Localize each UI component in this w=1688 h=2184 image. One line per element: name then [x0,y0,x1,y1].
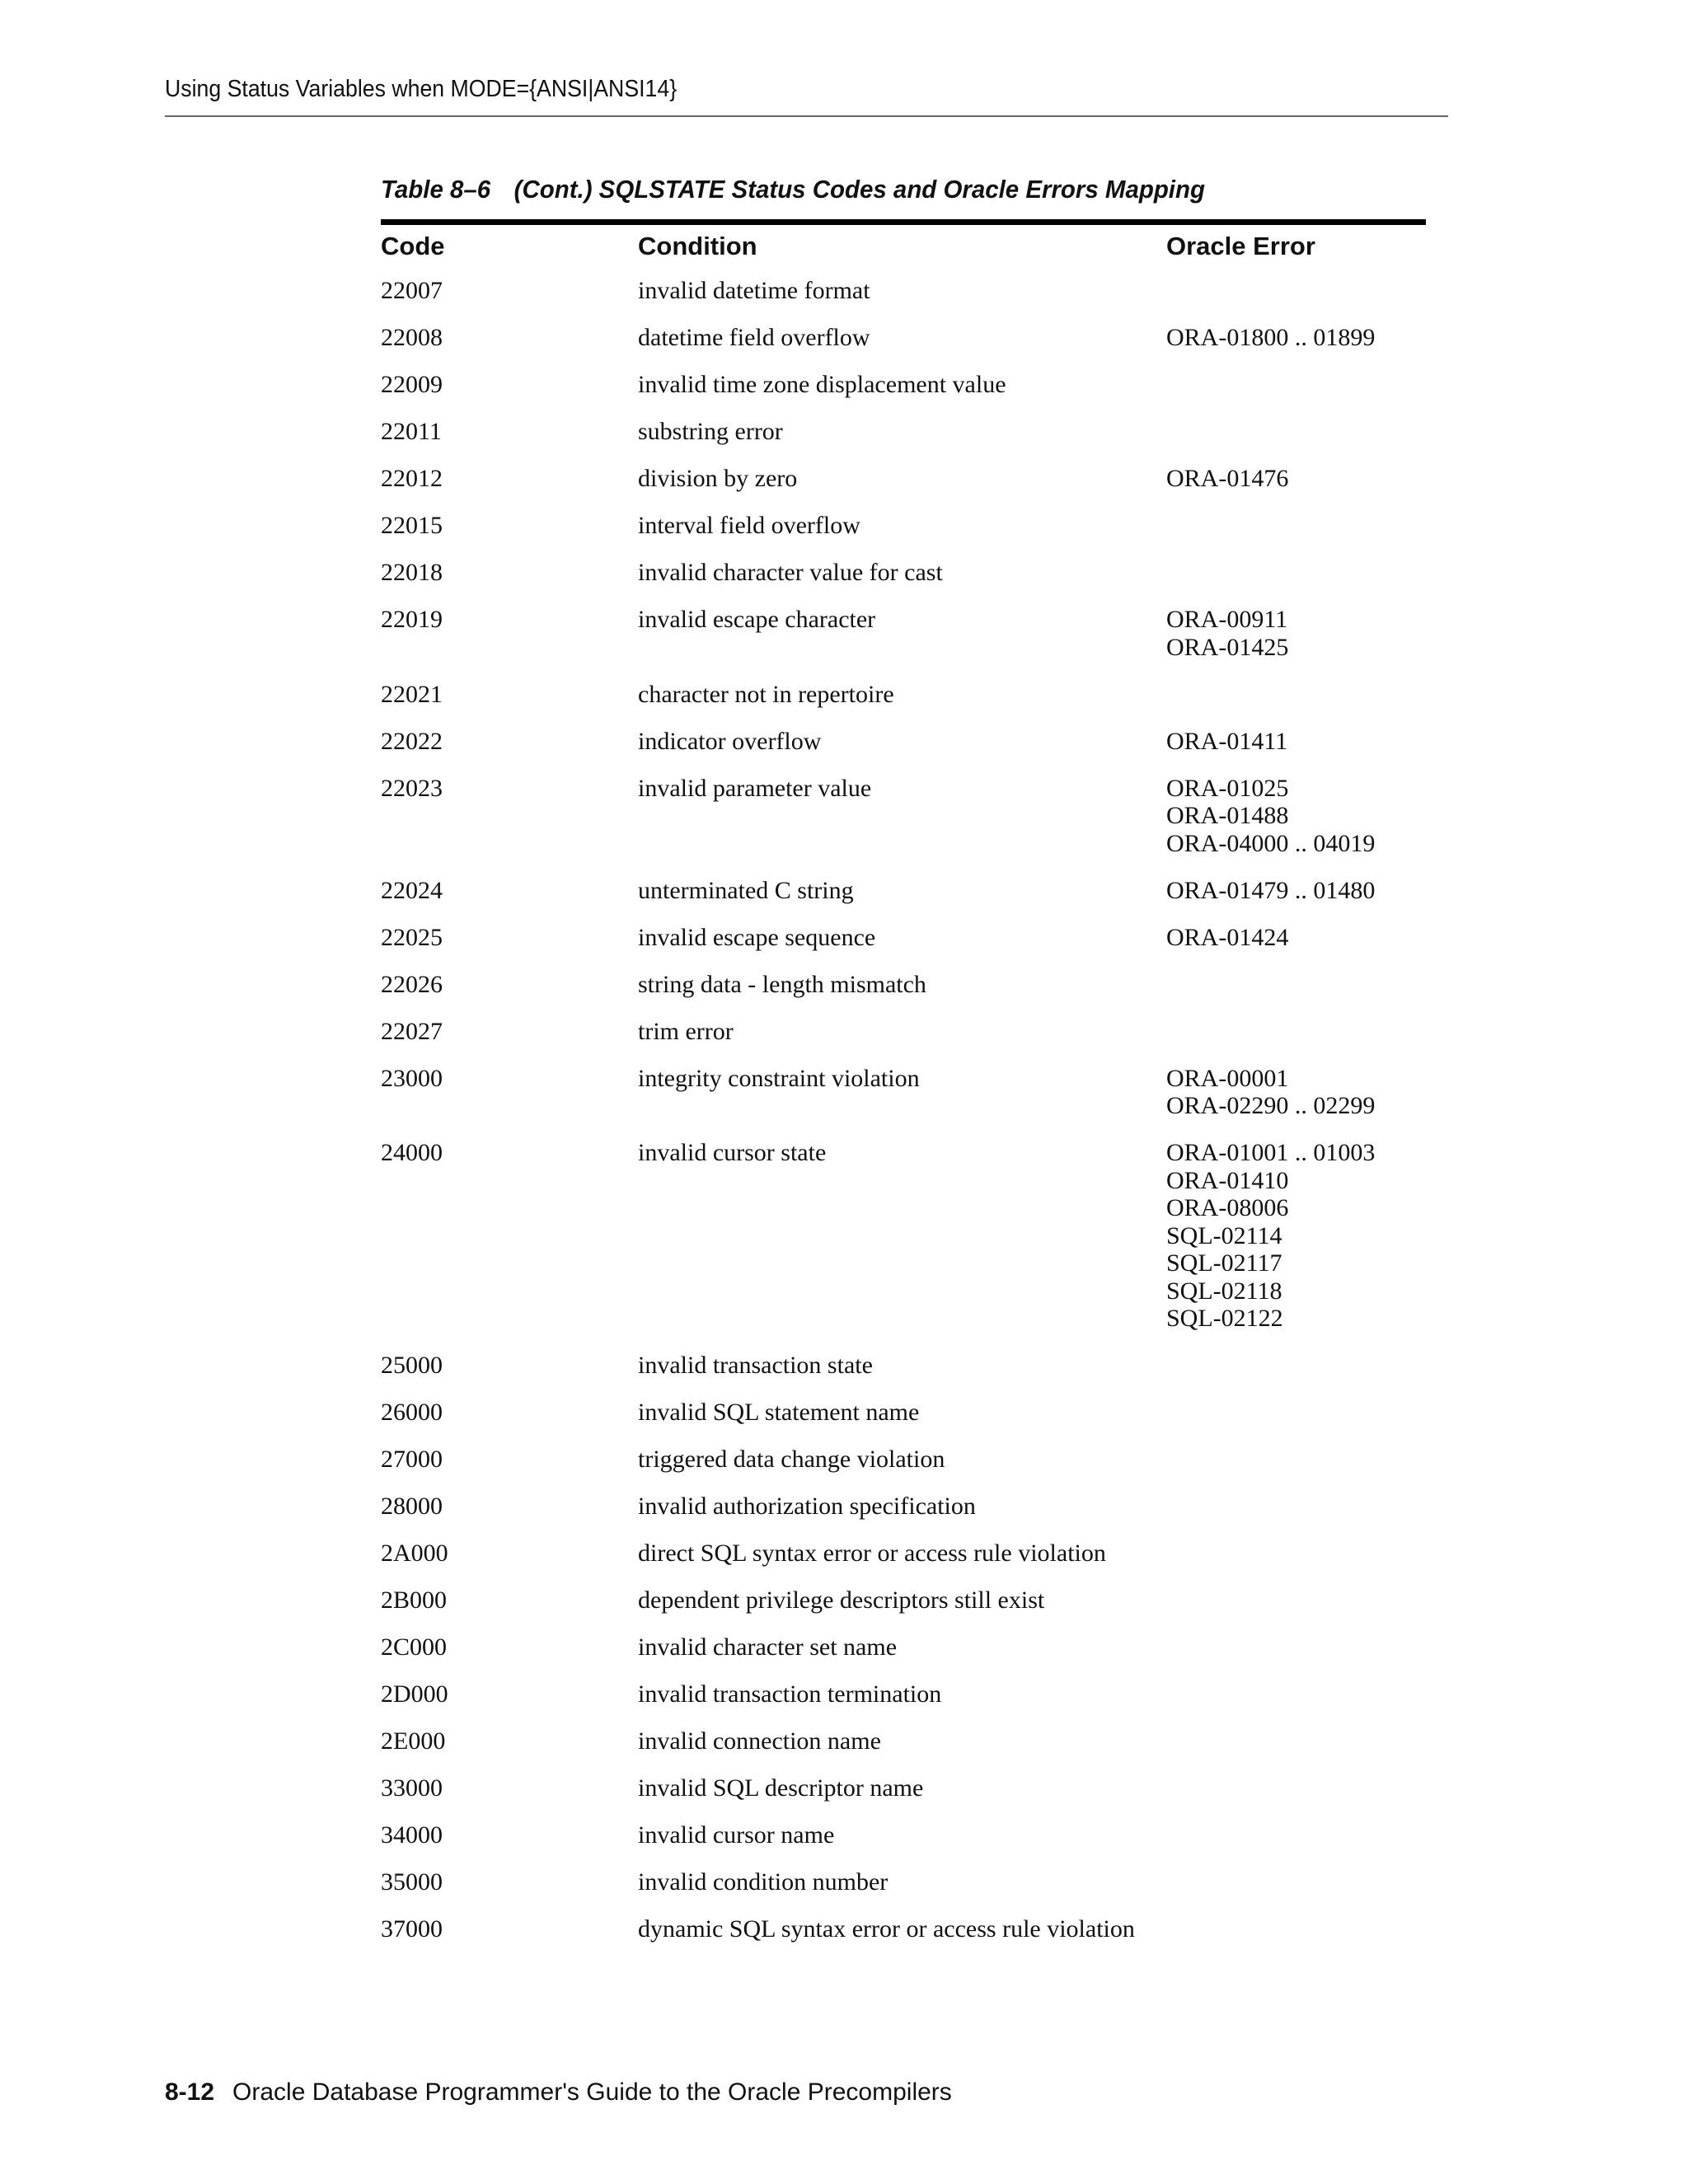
table-row [381,1493,1426,1540]
table-body [381,277,1426,1962]
cell-code: 23000 [381,1064,443,1092]
book-title: Oracle Database Programmer's Guide to the Oracle Precompilers [232,2079,952,2106]
table-row [381,1727,1426,1774]
oracle-error-entry: ORA-01410 [1166,1166,1289,1194]
cell-oracle-error [1166,1139,1426,1333]
table-row [381,465,1426,512]
table-row [381,728,1426,775]
cell-oracle-error [1166,606,1426,661]
table-row [381,324,1426,371]
cell-condition: string data - length mismatch [638,970,926,998]
table-row [381,371,1426,418]
cell-code: 2D000 [381,1680,448,1708]
cell-condition: invalid authorization specification [638,1493,976,1520]
cell-code: 27000 [381,1446,443,1473]
oracle-error-entry: ORA-01411 [1166,727,1288,755]
table-row [381,1915,1426,1962]
cell-code: 22012 [381,465,443,492]
table-row [381,606,1426,681]
oracle-error-entry: ORA-01025 [1166,774,1289,802]
oracle-error-entry: ORA-04000 .. 04019 [1166,829,1376,857]
cell-code: 22026 [381,970,443,998]
table-row [381,971,1426,1018]
table-top-rule [381,219,1426,225]
oracle-error-entry: ORA-00001 [1166,1064,1289,1092]
cell-code: 22011 [381,418,442,445]
cell-condition: invalid connection name [638,1727,881,1755]
cell-code: 2A000 [381,1540,448,1567]
table-row [381,1446,1426,1493]
table-row [381,924,1426,971]
cell-code: 24000 [381,1139,443,1166]
cell-condition: datetime field overflow [638,324,870,351]
cell-oracle-error [1166,924,1426,952]
cell-condition: integrity constraint violation [638,1064,920,1092]
cell-code: 22009 [381,371,443,398]
cell-oracle-error [1166,775,1426,858]
cell-code: 22027 [381,1017,443,1045]
oracle-error-entry: ORA-01479 .. 01480 [1166,876,1376,904]
table-row [381,1774,1426,1821]
cell-condition: dependent privilege descriptors still exist [638,1586,1045,1614]
oracle-error-entry: ORA-01424 [1166,923,1289,951]
cell-code: 2B000 [381,1586,448,1614]
cell-condition: substring error [638,418,783,445]
table-row [381,277,1426,324]
cell-code: 26000 [381,1399,443,1426]
table-row [381,1868,1426,1915]
table-caption-label: Table 8–6 [381,175,491,204]
oracle-error-entry: ORA-02290 .. 02299 [1166,1092,1376,1119]
cell-condition: direct SQL syntax error or access rule violation [638,1540,1106,1567]
cell-condition: invalid condition number [638,1868,889,1896]
cell-code: 22024 [381,876,443,904]
cell-code: 34000 [381,1821,443,1849]
cell-condition: division by zero [638,465,798,492]
cell-condition: interval field overflow [638,512,860,539]
cell-oracle-error [1166,1065,1426,1120]
cell-code: 2C000 [381,1633,448,1661]
oracle-error-entry: ORA-01476 [1166,465,1289,492]
cell-code: 22019 [381,606,443,633]
table-row [381,1399,1426,1446]
cell-condition: invalid character set name [638,1633,898,1661]
cell-code: 22021 [381,680,443,708]
table-row [381,1065,1426,1140]
cell-condition: triggered data change violation [638,1446,945,1473]
table-row [381,1633,1426,1680]
table-row [381,1540,1426,1586]
cell-code: 22022 [381,727,443,755]
header-rule [165,115,1448,117]
table-row [381,1586,1426,1633]
oracle-error-entry: ORA-00911 [1166,606,1288,633]
cell-condition: trim error [638,1017,734,1045]
table-row [381,1680,1426,1727]
table-caption [381,175,1205,204]
cell-code: 22007 [381,277,443,304]
running-header: Using Status Variables when MODE={ANSI|ANSI14} [165,76,678,102]
cell-condition: invalid datetime format [638,277,870,304]
cell-condition: invalid escape character [638,606,876,633]
cell-condition: invalid cursor state [638,1139,827,1166]
table-row [381,1352,1426,1399]
cell-condition: invalid character value for cast [638,559,943,586]
oracle-error-entry: SQL-02122 [1166,1305,1283,1332]
cell-code: 28000 [381,1493,443,1520]
column-header-code: Code [381,232,445,260]
cell-condition: character not in repertoire [638,680,894,708]
cell-code: 37000 [381,1915,443,1943]
cell-code: 35000 [381,1868,443,1896]
cell-code: 2E000 [381,1727,446,1755]
table-row [381,1018,1426,1065]
column-header-condition: Condition [638,232,757,260]
cell-condition: invalid SQL descriptor name [638,1774,924,1802]
cell-oracle-error [1166,877,1426,905]
page-number: 8-12 [165,2079,215,2106]
oracle-error-entry: ORA-01001 .. 01003 [1166,1139,1376,1166]
oracle-error-entry: ORA-01488 [1166,802,1289,829]
cell-code: 25000 [381,1352,443,1379]
cell-condition: invalid time zone displacement value [638,371,1006,398]
cell-condition: invalid escape sequence [638,923,876,951]
cell-code: 22018 [381,559,443,586]
table-row [381,512,1426,559]
cell-condition: invalid SQL statement name [638,1399,920,1426]
table-row [381,418,1426,465]
table-caption-title: (Cont.) SQLSTATE Status Codes and Oracle Errors Mapping [513,175,1205,204]
cell-code: 22008 [381,324,443,351]
oracle-error-entry: ORA-08006 [1166,1194,1289,1221]
oracle-error-entry: SQL-02118 [1166,1277,1282,1305]
table-row [381,775,1426,877]
cell-code: 22025 [381,923,443,951]
table-row [381,559,1426,606]
cell-oracle-error [1166,728,1426,756]
table-row [381,1139,1426,1352]
cell-code: 22015 [381,512,443,539]
cell-condition: invalid parameter value [638,774,872,802]
cell-code: 33000 [381,1774,443,1802]
oracle-error-entry: ORA-01425 [1166,633,1289,661]
cell-oracle-error [1166,465,1426,493]
table-row [381,681,1426,728]
cell-condition: unterminated C string [638,876,854,904]
page-footer [165,2079,952,2107]
column-header-oracle-error: Oracle Error [1166,232,1315,260]
cell-condition: invalid transaction termination [638,1680,942,1708]
cell-condition: dynamic SQL syntax error or access rule violation [638,1915,1135,1943]
cell-oracle-error [1166,324,1426,352]
cell-code: 22023 [381,774,443,802]
table-header-row [381,232,1426,265]
oracle-error-entry: SQL-02117 [1166,1249,1282,1277]
table-row [381,877,1426,924]
cell-condition: indicator overflow [638,727,822,755]
oracle-error-entry: ORA-01800 .. 01899 [1166,324,1376,351]
table-row [381,1821,1426,1868]
oracle-error-entry: SQL-02114 [1166,1221,1282,1249]
cell-condition: invalid transaction state [638,1352,873,1379]
cell-condition: invalid cursor name [638,1821,835,1849]
